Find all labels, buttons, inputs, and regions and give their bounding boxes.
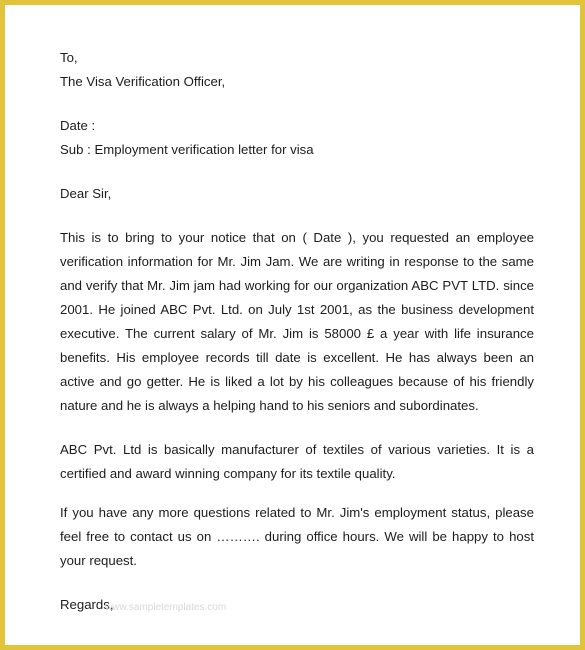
closing: Regards, bbox=[60, 597, 114, 612]
paragraph-verification: This is to bring to your notice that on ( Date ), you requested an employee verification information for Mr. Jim Jam. We are writing in response to the same and verify that Mr. Jim jam had working for our organization ABC PVT LTD. since 2001. He joined ABC Pvt. Ltd. on July 1st 2001, as the business development executive. The current salary of Mr. Jim is 58000 £ a year with life insurance benefits. His employee records till date is excellent. He has always been an active and go getter. He is liked a lot by his colleagues because of his friendly nature and he is always a helping hand to his seniors and subordinates. bbox=[60, 230, 534, 413]
subject-line: Sub : Employment verification letter for visa bbox=[60, 142, 314, 157]
recipient-line: The Visa Verification Officer, bbox=[60, 74, 226, 89]
paragraph-company: ABC Pvt. Ltd is basically manufacturer of textiles of various varieties. It is a certified and award winning company for its textile quality. bbox=[60, 442, 534, 481]
paragraph-contact: If you have any more questions related to Mr. Jim's employment status, please feel free to contact us on ………. during office hours. We will be happy to host your request. bbox=[60, 505, 534, 568]
salutation: Dear Sir, bbox=[60, 186, 112, 201]
watermark: www.sampletemplates.com bbox=[105, 602, 227, 613]
date-line: Date : bbox=[60, 118, 96, 133]
to-line: To, bbox=[60, 50, 78, 65]
